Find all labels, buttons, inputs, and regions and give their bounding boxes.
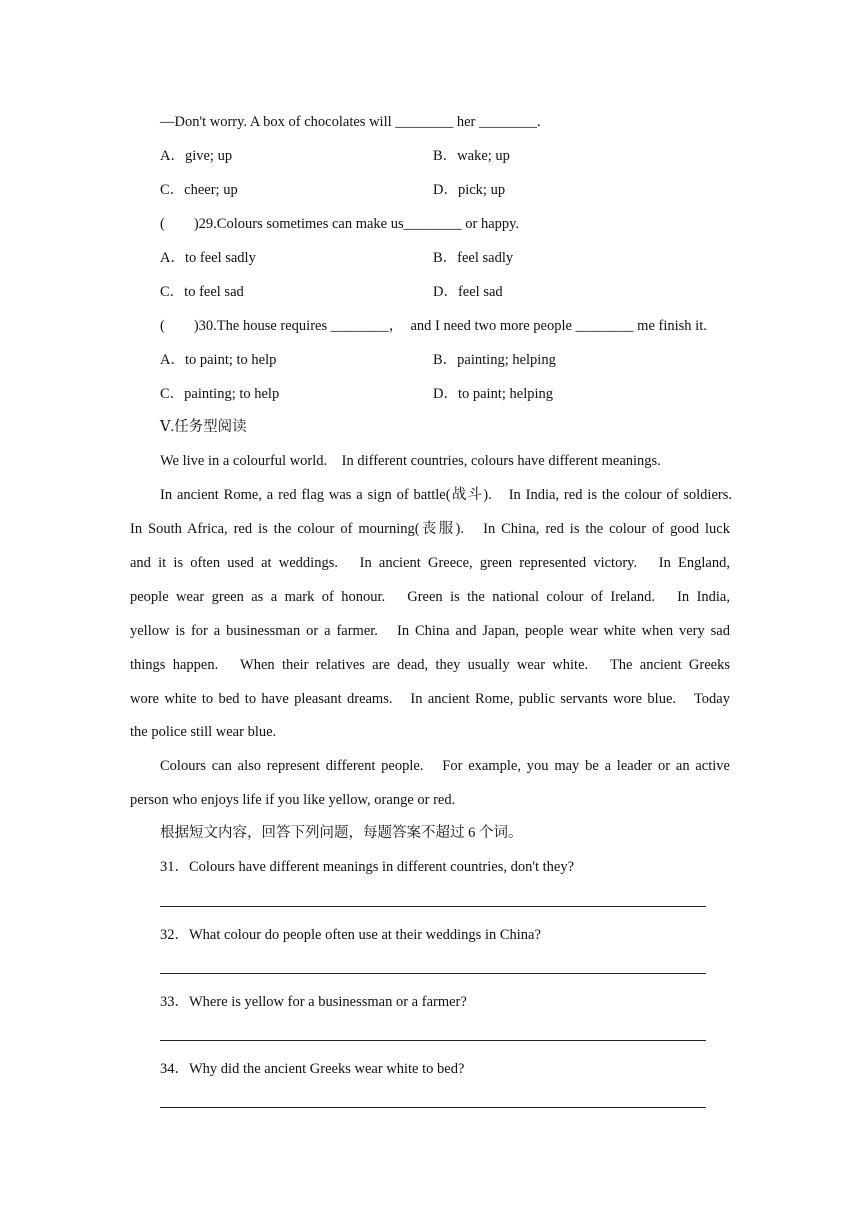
answer-line-32[interactable] — [160, 973, 706, 974]
q28-option-a: A．give; up — [160, 148, 233, 164]
q28-option-c: C．cheer; up — [160, 182, 238, 198]
q30-option-a: A．to paint; to help — [160, 352, 277, 368]
instruction-text: 根据短文内容，回答下列问题，每题答案不超过 6 个词。 — [160, 825, 523, 841]
q29-stem: ( )29.Colours sometimes can make us________ or happy. — [160, 216, 520, 232]
passage-line: person who enjoys life if you like yellow, orange or red. — [130, 792, 456, 808]
passage-line: In ancient Rome, a red flag was a sign of battle(战斗). In India, red is the colour of soldiers. — [160, 487, 732, 503]
q29-option-d: D．feel sad — [433, 284, 503, 300]
q28-stem: —Don't worry. A box of chocolates will ________ her ________. — [160, 114, 541, 130]
passage-line: yellow is for a businessman or a farmer. In China and Japan, people wear white when very sad — [130, 623, 730, 639]
question-33: 33．Where is yellow for a businessman or a farmer? — [160, 994, 467, 1010]
q28-option-d: D．pick; up — [433, 182, 506, 198]
passage-line: people wear green as a mark of honour. Green is the national colour of Ireland. In India, — [130, 589, 730, 605]
q30-option-c: C．painting; to help — [160, 386, 280, 402]
q30-stem: ( )30.The house requires ________， and I need two more people ________ me finish it. — [160, 318, 707, 334]
passage-line: and it is often used at weddings. In ancient Greece, green represented victory. In England, — [130, 555, 730, 571]
question-32: 32．What colour do people often use at their weddings in China? — [160, 927, 541, 943]
answer-line-34[interactable] — [160, 1107, 706, 1108]
q28-option-b: B．wake; up — [433, 148, 510, 164]
answer-line-33[interactable] — [160, 1040, 706, 1041]
passage-line: the police still wear blue. — [130, 724, 277, 740]
passage-line: things happen. When their relatives are dead, they usually wear white. The ancient Greeks — [130, 657, 730, 673]
q30-option-d: D．to paint; helping — [433, 386, 554, 402]
question-31: 31．Colours have different meanings in different countries, don't they? — [160, 859, 575, 875]
answer-line-31[interactable] — [160, 906, 706, 907]
question-34: 34．Why did the ancient Greeks wear white to bed? — [160, 1061, 465, 1077]
passage-paragraph-1: We live in a colourful world. In different countries, colours have different meanings. — [160, 453, 661, 469]
q29-option-b: B．feel sadly — [433, 250, 514, 266]
q30-option-b: B．painting; helping — [433, 352, 556, 368]
passage-line: Colours can also represent different people. For example, you may be a leader or an active — [160, 758, 730, 774]
section-heading: Ⅴ.任务型阅读 — [160, 419, 247, 435]
q29-option-a: A．to feel sadly — [160, 250, 256, 266]
q29-option-c: C．to feel sad — [160, 284, 244, 300]
passage-line: In South Africa, red is the colour of mourning(丧服). In China, red is the colour of good luck — [130, 521, 730, 537]
passage-line: wore white to bed to have pleasant dreams. In ancient Rome, public servants wore blue. Today — [130, 691, 730, 707]
